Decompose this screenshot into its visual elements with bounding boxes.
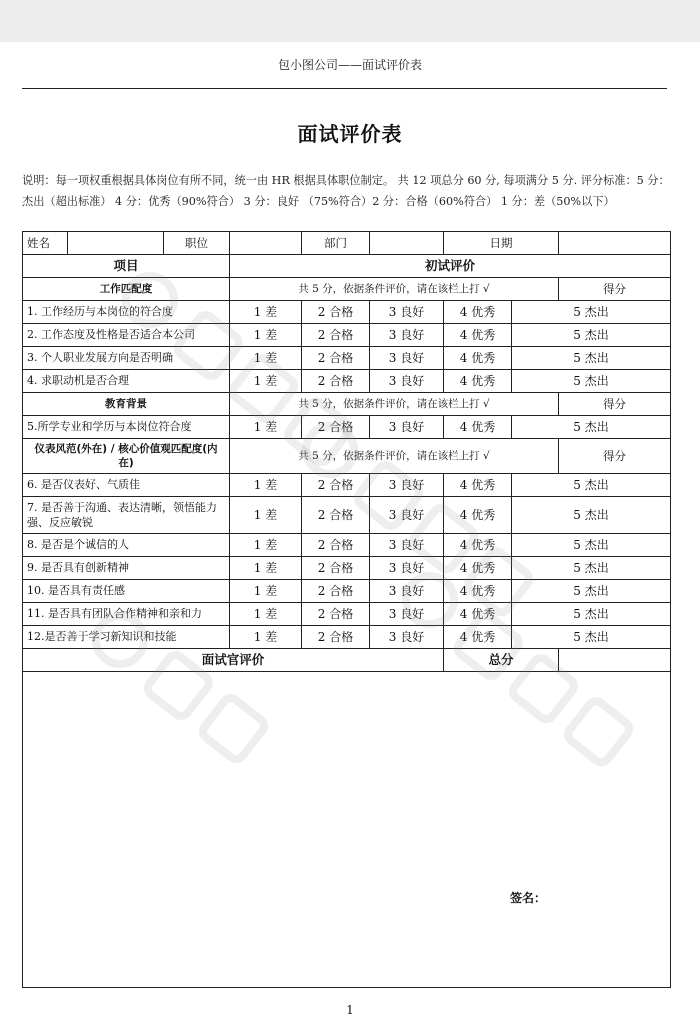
rating-option-5[interactable]: 5 杰出	[512, 534, 671, 557]
rating-option-4[interactable]: 4 优秀	[444, 580, 512, 603]
rating-option-4[interactable]: 4 优秀	[444, 324, 512, 347]
rating-option-3[interactable]: 3 良好	[370, 370, 444, 393]
section-title: 教育背景	[23, 393, 230, 416]
rating-option-4[interactable]: 4 优秀	[444, 534, 512, 557]
department-field[interactable]	[370, 232, 444, 255]
footer-row	[23, 649, 671, 672]
rating-option-1[interactable]: 1 差	[230, 324, 302, 347]
rating-option-4[interactable]: 4 优秀	[444, 301, 512, 324]
criterion-row	[23, 370, 671, 393]
rating-option-1[interactable]: 1 差	[230, 416, 302, 439]
section-title: 仪表风范(外在) / 核心价值观匹配度(内在)	[23, 439, 230, 474]
name-label: 姓名	[23, 232, 68, 255]
info-row	[23, 232, 671, 255]
section-score-label: 得分	[559, 393, 671, 416]
rating-option-5[interactable]: 5 杰出	[512, 416, 671, 439]
criterion-label: 12.是否善于学习新知识和技能	[23, 626, 230, 649]
total-score-field[interactable]	[559, 649, 671, 672]
interviewer-comment-area[interactable]	[23, 672, 671, 988]
rating-option-3[interactable]: 3 良好	[370, 626, 444, 649]
criterion-row	[23, 557, 671, 580]
rating-option-2[interactable]: 2 合格	[302, 497, 370, 534]
rating-option-2[interactable]: 2 合格	[302, 324, 370, 347]
name-field[interactable]	[68, 232, 164, 255]
criterion-row	[23, 580, 671, 603]
section-header-row	[23, 393, 671, 416]
criterion-label: 6. 是否仪表好、气质佳	[23, 474, 230, 497]
criterion-row	[23, 301, 671, 324]
rating-option-2[interactable]: 2 合格	[302, 416, 370, 439]
rating-option-2[interactable]: 2 合格	[302, 370, 370, 393]
rating-option-2[interactable]: 2 合格	[302, 603, 370, 626]
rating-option-3[interactable]: 3 良好	[370, 301, 444, 324]
total-score-label: 总分	[444, 649, 559, 672]
section-score-label: 得分	[559, 278, 671, 301]
rating-option-5[interactable]: 5 杰出	[512, 580, 671, 603]
rating-option-3[interactable]: 3 良好	[370, 347, 444, 370]
position-label: 职位	[164, 232, 230, 255]
top-band	[0, 0, 700, 42]
rating-option-4[interactable]: 4 优秀	[444, 603, 512, 626]
rating-option-3[interactable]: 3 良好	[370, 324, 444, 347]
criterion-row	[23, 416, 671, 439]
rating-option-4[interactable]: 4 优秀	[444, 497, 512, 534]
date-label: 日期	[444, 232, 559, 255]
date-field[interactable]	[559, 232, 671, 255]
signature-label: 签名：	[509, 891, 546, 905]
rating-option-1[interactable]: 1 差	[230, 557, 302, 580]
criterion-label: 10. 是否具有责任感	[23, 580, 230, 603]
section-score-label: 得分	[559, 439, 671, 474]
position-field[interactable]	[230, 232, 302, 255]
rating-option-1[interactable]: 1 差	[230, 370, 302, 393]
instructions: 说明：每一项权重根据具体岗位有所不同，统一由 HR 根据具体职位制定。 共 12 项总分 60 分, 每项满分 5 分. 评分标准：5 分：杰出（超出标准） 4 分：优秀（90%符合） 3 分：良好 （75%符合）2 分：合格（60%符合） 1 分：差（50%以下）	[22, 174, 670, 208]
criterion-row	[23, 324, 671, 347]
rating-option-4[interactable]: 4 优秀	[444, 347, 512, 370]
column-header-row	[23, 255, 671, 278]
criterion-row	[23, 474, 671, 497]
criterion-row	[23, 534, 671, 557]
rating-option-3[interactable]: 3 良好	[370, 580, 444, 603]
rating-option-2[interactable]: 2 合格	[302, 534, 370, 557]
criterion-label: 3. 个人职业发展方向是否明确	[23, 347, 230, 370]
evaluation-form	[22, 231, 671, 988]
running-header: 包小图公司——面试评价表	[277, 58, 422, 72]
rating-option-2[interactable]: 2 合格	[302, 557, 370, 580]
rating-option-1[interactable]: 1 差	[230, 497, 302, 534]
rating-option-5[interactable]: 5 杰出	[512, 497, 671, 534]
criterion-label: 11. 是否具有团队合作精神和亲和力	[23, 603, 230, 626]
section-note: 共 5 分，依据条件评价，请在该栏上打 √	[230, 278, 559, 301]
header-rule	[22, 88, 667, 89]
rating-option-5[interactable]: 5 杰出	[512, 626, 671, 649]
comment-row	[23, 672, 671, 988]
rating-option-5[interactable]: 5 杰出	[512, 301, 671, 324]
rating-option-1[interactable]: 1 差	[230, 626, 302, 649]
department-label: 部门	[302, 232, 370, 255]
interviewer-evaluation-label: 面试官评价	[23, 649, 444, 672]
section-header-row	[23, 278, 671, 301]
criterion-row	[23, 626, 671, 649]
page-number: 1	[346, 1003, 354, 1017]
rating-option-1[interactable]: 1 差	[230, 474, 302, 497]
criterion-label: 2. 工作态度及性格是否适合本公司	[23, 324, 230, 347]
criterion-label: 7. 是否善于沟通、表达清晰，领悟能力强、反应敏锐	[23, 497, 230, 534]
criterion-row	[23, 347, 671, 370]
rating-option-5[interactable]: 5 杰出	[512, 347, 671, 370]
rating-option-3[interactable]: 3 良好	[370, 416, 444, 439]
rating-option-1[interactable]: 1 差	[230, 534, 302, 557]
rating-option-1[interactable]: 1 差	[230, 603, 302, 626]
criterion-row	[23, 497, 671, 534]
rating-option-2[interactable]: 2 合格	[302, 580, 370, 603]
rating-option-4[interactable]: 4 优秀	[444, 370, 512, 393]
criterion-label: 5.所学专业和学历与本岗位符合度	[23, 416, 230, 439]
rating-option-3[interactable]: 3 良好	[370, 497, 444, 534]
item-column-header: 项目	[23, 255, 230, 278]
criterion-label: 9. 是否具有创新精神	[23, 557, 230, 580]
rating-option-3[interactable]: 3 良好	[370, 557, 444, 580]
rating-option-2[interactable]: 2 合格	[302, 474, 370, 497]
rating-option-5[interactable]: 5 杰出	[512, 324, 671, 347]
rating-option-1[interactable]: 1 差	[230, 301, 302, 324]
rating-option-2[interactable]: 2 合格	[302, 626, 370, 649]
section-note: 共 5 分，依据条件评价，请在该栏上打 √	[230, 439, 559, 474]
section-header-row	[23, 439, 671, 474]
rating-option-5[interactable]: 5 杰出	[512, 557, 671, 580]
page-title: 面试评价表	[297, 122, 403, 146]
rating-option-4[interactable]: 4 优秀	[444, 474, 512, 497]
rating-option-5[interactable]: 5 杰出	[512, 474, 671, 497]
rating-option-3[interactable]: 3 良好	[370, 534, 444, 557]
rating-option-4[interactable]: 4 优秀	[444, 557, 512, 580]
criterion-label: 1. 工作经历与本岗位的符合度	[23, 301, 230, 324]
rating-option-3[interactable]: 3 良好	[370, 474, 444, 497]
rating-option-1[interactable]: 1 差	[230, 580, 302, 603]
section-title: 工作匹配度	[23, 278, 230, 301]
rating-option-5[interactable]: 5 杰出	[512, 603, 671, 626]
section-note: 共 5 分，依据条件评价，请在该栏上打 √	[230, 393, 559, 416]
evaluation-column-header: 初试评价	[230, 255, 671, 278]
rating-option-5[interactable]: 5 杰出	[512, 370, 671, 393]
criterion-label: 8. 是否是个诚信的人	[23, 534, 230, 557]
rating-option-2[interactable]: 2 合格	[302, 347, 370, 370]
rating-option-4[interactable]: 4 优秀	[444, 416, 512, 439]
rating-option-4[interactable]: 4 优秀	[444, 626, 512, 649]
rating-option-2[interactable]: 2 合格	[302, 301, 370, 324]
rating-option-3[interactable]: 3 良好	[370, 603, 444, 626]
criterion-row	[23, 603, 671, 626]
criterion-label: 4. 求职动机是否合理	[23, 370, 230, 393]
rating-option-1[interactable]: 1 差	[230, 347, 302, 370]
